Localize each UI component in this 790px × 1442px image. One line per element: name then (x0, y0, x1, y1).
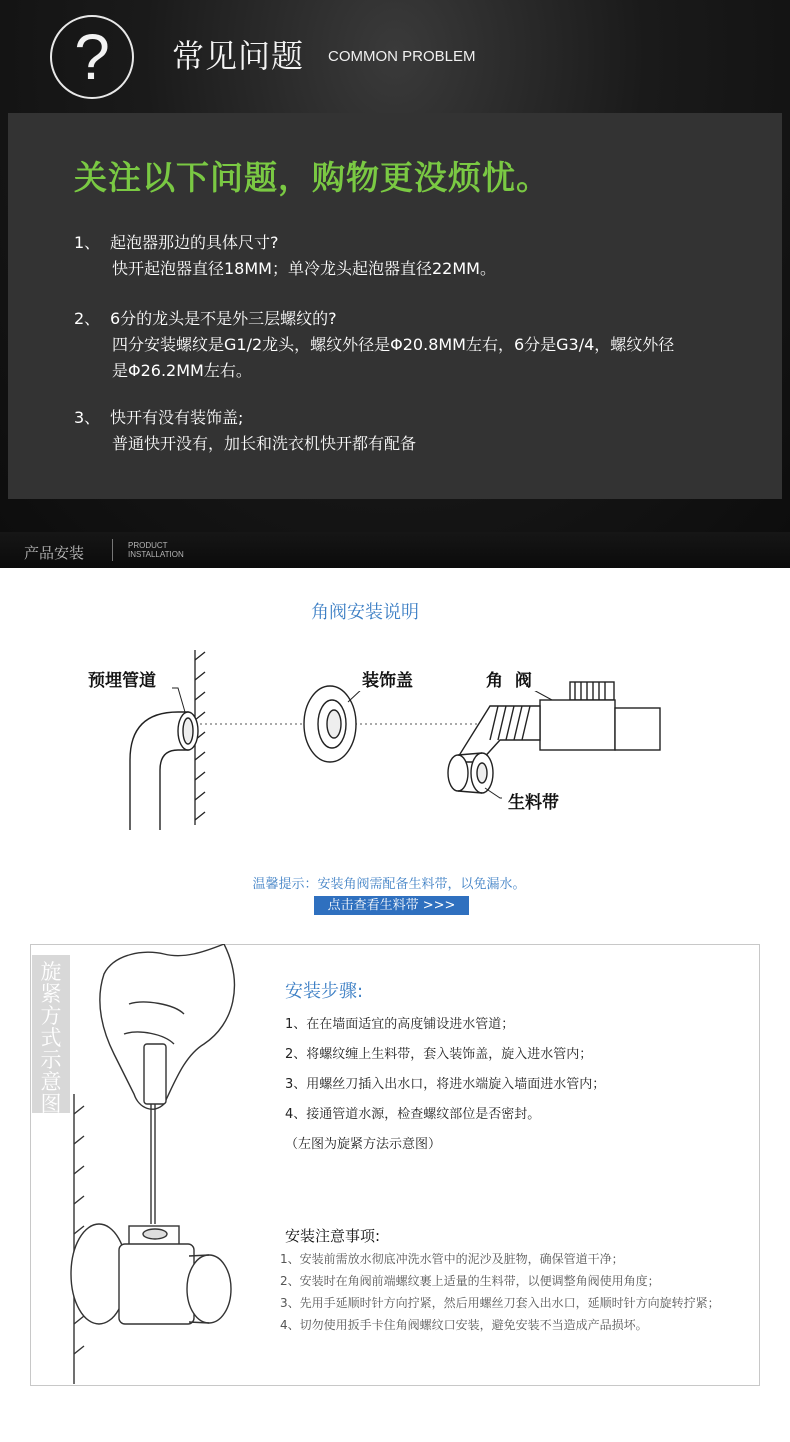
faq-item-number: 1、 (74, 233, 101, 252)
note-item: 4、切勿使用扳手卡住角阀螺纹口安装，避免安装不当造成产品损坏。 (280, 1318, 648, 1332)
note-item: 3、先用手延顺时针方向拧紧，然后用螺丝刀套入出水口，延顺时针方向旋转拧紧； (280, 1296, 720, 1310)
vertical-tag-char: 图 (40, 1092, 62, 1116)
step-item-caption: （左图为旋紧方法示意图） (285, 1137, 442, 1152)
decorative-cover-illustration (304, 686, 356, 762)
label-embedded-pipe: 预埋管道 (82, 666, 162, 691)
hand-screwdriver-illustration (34, 944, 284, 1384)
faq-question: 起泡器那边的具体尺寸? (110, 233, 279, 252)
view-raw-tape-button[interactable]: 点击查看生料带 >>> (314, 896, 469, 915)
faq-answer: 快开起泡器直径18MM；单冷龙头起泡器直径22MM。 (112, 259, 496, 278)
section-nav-strip (0, 532, 790, 568)
vertical-tag-char: 旋 (40, 960, 62, 984)
faq-title: 常见问题 (172, 37, 305, 75)
nav-title-cn: 产品安装 (24, 544, 85, 562)
nav-divider (112, 539, 113, 561)
nav-title-en (128, 541, 184, 559)
notes-title: 安装注意事项: (285, 1227, 381, 1245)
nav-title-en-line2: INSTALLATION (128, 550, 184, 559)
faq-item-number: 2、 (74, 309, 101, 328)
embedded-pipe-illustration (130, 712, 198, 830)
nav-title-en-line1: PRODUCT (128, 541, 168, 550)
label-decorative-cover: 装饰盖 (356, 666, 419, 691)
step-item: 4、接通管道水源，检查螺纹部位是否密封。 (285, 1107, 541, 1122)
faq-answer: 是Φ26.2MM左右。 (112, 361, 252, 380)
question-icon: ? (50, 15, 134, 99)
label-angle-valve: 角 阀 (480, 666, 538, 691)
vertical-tag-char: 式 (40, 1026, 62, 1050)
note-item: 1、安装前需放水彻底冲洗水管中的泥沙及脏物，确保管道干净； (280, 1252, 624, 1266)
note-item: 2、安装时在角阀前端螺纹裹上适量的生料带，以便调整角阀使用角度； (280, 1274, 660, 1288)
faq-item (74, 306, 674, 384)
faq-answer: 普通快开没有，加长和洗衣机快开都有配备 (112, 434, 417, 453)
vertical-tag-tightening-diagram (32, 955, 70, 1116)
faq-question: 6分的龙头是不是外三层螺纹的? (110, 309, 337, 328)
faq-headline: 关注以下问题，购物更没烦忧。 (74, 158, 550, 197)
vertical-tag-char: 紧 (40, 982, 62, 1006)
vertical-tag-char: 示 (40, 1048, 62, 1072)
install-tip: 温馨提示：安装角阀需配备生料带，以免漏水。 (252, 877, 526, 892)
install-title: 角阀安装说明 (311, 602, 419, 623)
faq-item (74, 405, 416, 457)
faq-item (74, 230, 496, 282)
steps-title: 安装步骤: (285, 981, 364, 1002)
vertical-tag-char: 意 (40, 1070, 62, 1094)
step-item: 2、将螺纹缠上生料带，套入装饰盖，旋入进水管内； (285, 1047, 593, 1062)
faq-question: 快开有没有装饰盖; (110, 408, 244, 427)
faq-item-number: 3、 (74, 408, 101, 427)
faq-answer: 四分安装螺纹是G1/2龙头，螺纹外径是Φ20.8MM左右，6分是G3/4，螺纹外径 (112, 335, 675, 354)
angle-valve-illustration (455, 682, 660, 762)
label-raw-tape: 生料带 (502, 788, 565, 813)
step-item: 3、用螺丝刀插入出水口，将进水端旋入墙面进水管内； (285, 1077, 606, 1092)
step-item: 1、在在墙面适宜的高度铺设进水管道； (285, 1017, 515, 1032)
vertical-tag-char: 方 (40, 1004, 62, 1028)
faq-title-en: COMMON PROBLEM (328, 48, 476, 65)
